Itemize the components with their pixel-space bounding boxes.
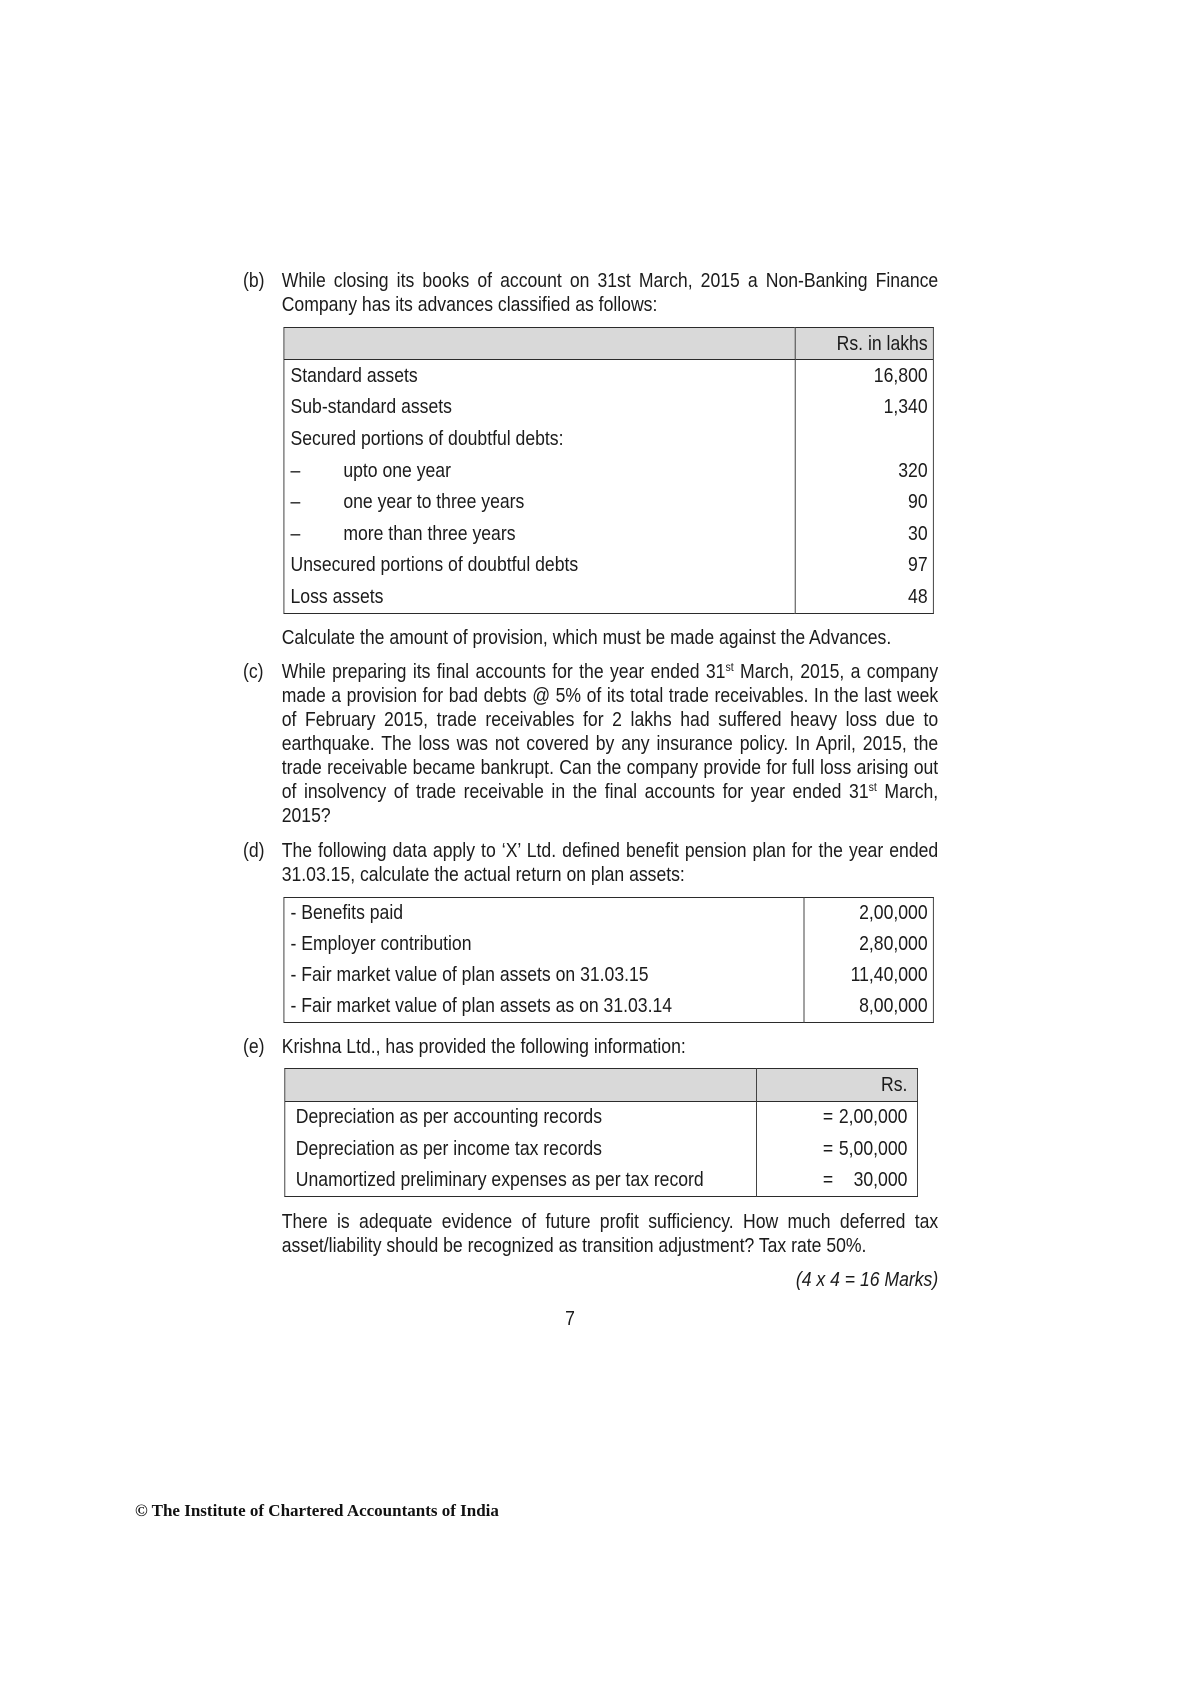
- row-label: Standard assets: [290, 364, 418, 387]
- row-value: 16,800: [795, 360, 933, 392]
- row-value-cell: [756, 1101, 917, 1133]
- copyright-footer: © The Institute of Chartered Accountants of India: [135, 1501, 499, 1520]
- ordinal-superscript: st: [725, 659, 734, 674]
- table-row: [284, 929, 933, 960]
- header-blank-cell: [285, 1068, 757, 1101]
- row-label-cell: [284, 486, 795, 518]
- row-label: Unsecured portions of doubtful debts: [290, 554, 579, 577]
- question-body: [282, 269, 938, 650]
- text-segment: March, 2015, a company made a provision for bad debts @ 5% of its total trade receivables. In the last week of February 2015, trade receivables for 2 lakhs had suffered heavy loss due to earthquake. The loss was not covered by any insurance policy. In April, 2015, the trade receivable became bankrupt. Can the company provide for full loss arising out of insolvency of trade receivable in the final accounts for year ended 31: [281, 660, 939, 803]
- row-label: - Fair market value of plan assets on 31.03.15: [290, 964, 649, 987]
- question-body: [282, 839, 938, 1023]
- page-number: 7: [565, 1307, 575, 1330]
- question-body: [282, 660, 938, 828]
- table-row: [285, 1133, 918, 1164]
- row-label: Loss assets: [290, 585, 384, 608]
- row-label: Secured portions of doubtful debts:: [290, 427, 564, 450]
- table-row: [284, 581, 933, 613]
- table-row: [284, 991, 933, 1023]
- row-value-cell: [756, 1164, 917, 1196]
- row-label-cell: [284, 518, 795, 550]
- table-row: [285, 1101, 918, 1133]
- table-row: [284, 550, 933, 582]
- row-value: 48: [795, 581, 933, 613]
- table-row: [284, 423, 933, 455]
- question-label: (b): [243, 270, 265, 292]
- table-row: [284, 960, 933, 991]
- depreciation-table: [284, 1068, 918, 1197]
- question-label: (e): [243, 1035, 265, 1058]
- table-row: [284, 392, 933, 424]
- table-header-row: [285, 1068, 918, 1101]
- page-content: [243, 269, 938, 1331]
- row-label: upto one year: [343, 459, 451, 482]
- row-value: 97: [795, 550, 933, 582]
- dash-bullet: –: [290, 459, 301, 482]
- row-value: 30: [795, 518, 933, 550]
- row-label: more than three years: [343, 522, 516, 545]
- question-text: [282, 660, 938, 828]
- row-value: 90: [795, 486, 933, 518]
- row-value: 1,340: [795, 392, 933, 424]
- row-label: Depreciation as per income tax records: [295, 1137, 602, 1160]
- equals-value: [823, 1168, 907, 1192]
- row-label: one year to three years: [343, 491, 525, 514]
- equals-value: [823, 1105, 907, 1129]
- row-value: 2,00,000: [838, 1106, 908, 1129]
- question-b: [243, 269, 938, 650]
- question-body: [282, 1035, 938, 1258]
- dash-bullet: –: [290, 522, 301, 545]
- row-label: Sub-standard assets: [290, 396, 452, 419]
- row-label: Unamortized preliminary expenses as per tax record: [295, 1168, 704, 1191]
- table-row: [284, 897, 933, 929]
- row-value-cell: [756, 1133, 917, 1164]
- row-label: - Benefits paid: [290, 902, 404, 925]
- row-value-empty: [795, 423, 933, 455]
- table-row: [285, 1164, 918, 1196]
- question-label: (c): [243, 660, 264, 683]
- question-text: The following data apply to ‘X’ Ltd. defined benefit pension plan for the year ended 31.03.15, calculate the actual return on plan assets:: [281, 839, 939, 886]
- dash-bullet: –: [290, 491, 301, 514]
- question-text: Krishna Ltd., has provided the following information:: [281, 1035, 686, 1058]
- question-text: While closing its books of account on 31st March, 2015 a Non-Banking Finance Company has its advances classified as follows:: [281, 270, 939, 316]
- equals-sign: =: [822, 1106, 834, 1129]
- header-amount-cell: Rs.: [756, 1068, 917, 1101]
- row-value: 11,40,000: [804, 960, 933, 991]
- question-c: [243, 660, 938, 828]
- table-row: [284, 455, 933, 487]
- question-instruction: Calculate the amount of provision, which must be made against the Advances.: [281, 626, 892, 649]
- header-blank-cell: [284, 328, 795, 360]
- pension-plan-table: [283, 897, 933, 1023]
- advances-table: [283, 327, 933, 614]
- row-value: 8,00,000: [804, 991, 933, 1023]
- row-label: - Fair market value of plan assets as on 31.03.14: [290, 995, 673, 1018]
- row-value: 30,000: [853, 1168, 908, 1191]
- text-segment: While preparing its final accounts for the year ended 31: [281, 660, 726, 683]
- row-label: - Employer contribution: [290, 933, 472, 956]
- row-value: 320: [795, 455, 933, 487]
- row-label-cell: [284, 455, 795, 487]
- question-d: [243, 839, 938, 1023]
- text-segment: March, 2015?: [281, 780, 939, 827]
- header-amount-cell: Rs. in lakhs: [795, 328, 933, 360]
- table-row: [284, 486, 933, 518]
- marks-allocation: (4 x 4 = 16 Marks): [795, 1268, 939, 1291]
- row-value: 2,80,000: [804, 929, 933, 960]
- ordinal-superscript: st: [868, 779, 877, 794]
- question-e: [243, 1035, 938, 1258]
- equals-value: [823, 1137, 907, 1161]
- question-prompt: There is adequate evidence of future profit sufficiency. How much deferred tax asset/liability should be recognized as transition adjustment? Tax rate 50%.: [281, 1210, 939, 1257]
- table-row: [284, 518, 933, 550]
- table-row: [284, 360, 933, 392]
- row-label: Depreciation as per accounting records: [295, 1106, 603, 1129]
- question-label: (d): [243, 839, 265, 862]
- row-value: 2,00,000: [804, 897, 933, 929]
- row-value: 5,00,000: [838, 1137, 908, 1160]
- equals-sign: =: [822, 1168, 834, 1191]
- equals-sign: =: [822, 1137, 834, 1160]
- table-header-row: [284, 328, 933, 360]
